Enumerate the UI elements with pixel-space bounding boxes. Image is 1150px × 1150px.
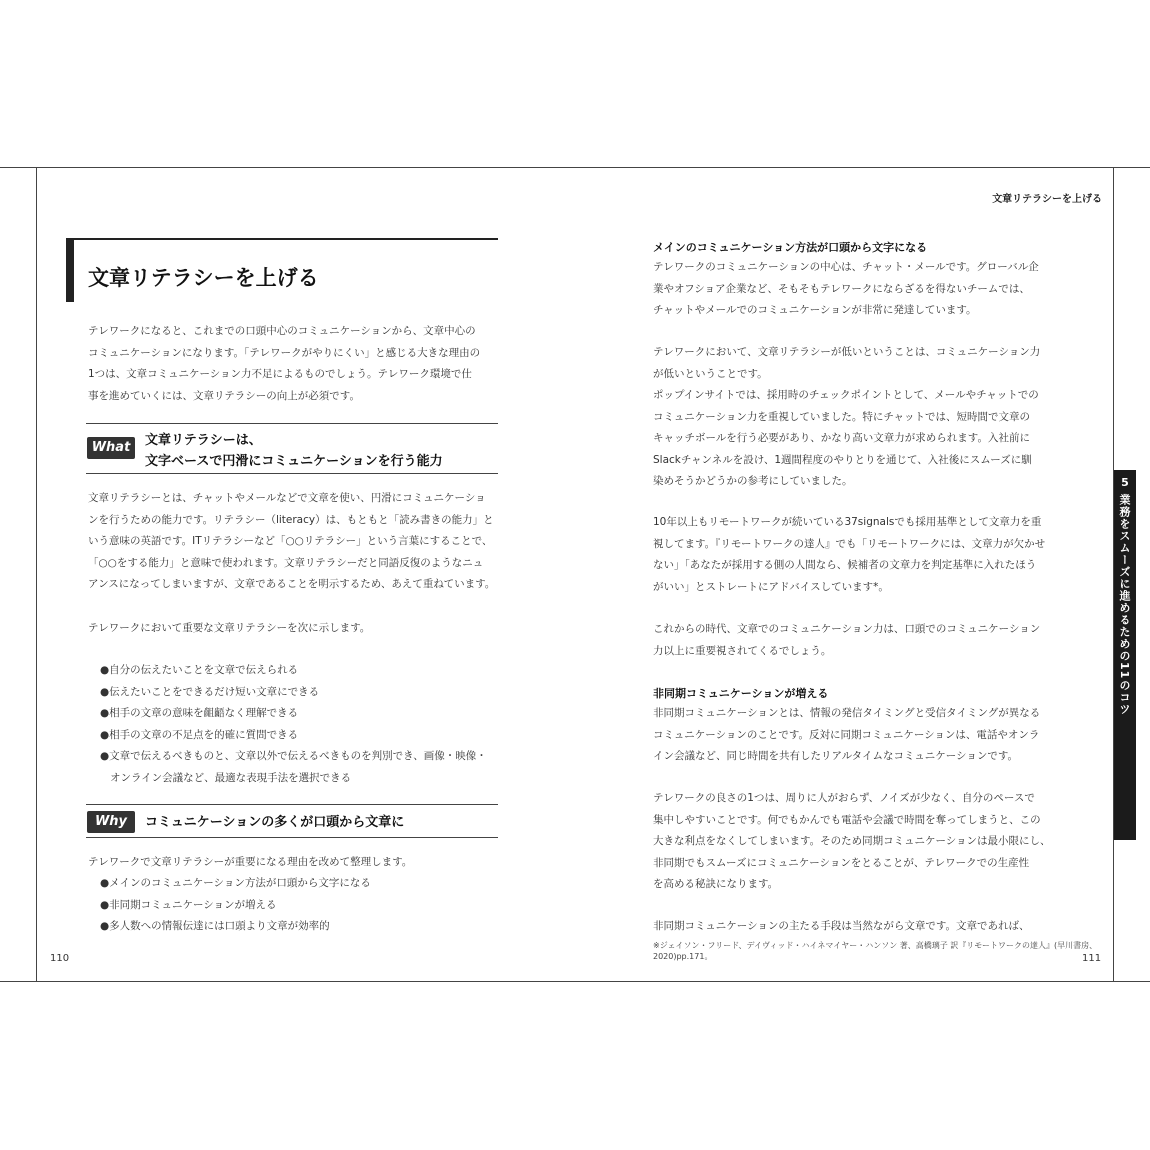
text-line: これからの時代、文章でのコミュニケーション力は、口頭でのコミュニケーション (653, 623, 1041, 635)
reason-list (100, 873, 371, 938)
list-item: ●相手の文章の意味を齟齬なく理解できる (100, 707, 299, 719)
literacy-list (100, 660, 487, 789)
section-rule-top (86, 804, 498, 805)
paragraph (653, 342, 1040, 493)
chapter-number: 5 (1121, 476, 1129, 489)
left-margin-rule (36, 168, 37, 981)
text-line: 力以上に重要視されてくるでしょう。 (653, 644, 832, 657)
page-title-block (66, 238, 498, 304)
text-line: を高める秘訣になります。 (653, 878, 779, 890)
text-line: テレワークになると、これまでの口頭中心のコミュニケーションから、文章中心の (88, 325, 476, 337)
title-accent-bar (66, 240, 74, 302)
text-line: 事を進めていくには、文章リテラシーの向上が必須です。 (88, 389, 360, 402)
text-line: Slackチャンネルを設け、1週間程度のやりとりを通じて、入社後にスムーズに馴 (653, 453, 1032, 466)
footnote-line: 2020)pp.171。 (653, 952, 713, 961)
page-title: 文章リテラシーを上げる (88, 266, 319, 290)
text-line: 非同期コミュニケーションの主たる手段は当然ながら文章です。文章であれば、 (653, 920, 1030, 932)
page-number-right: 111 (1082, 953, 1102, 964)
text-line: 文章リテラシーとは、チャットやメールなどで文章を使い、円滑にコミュニケーショ (88, 492, 486, 504)
what-heading (145, 430, 443, 472)
text-line: 業やオフショア企業など、そもそもテレワークにならざるを得ないチームでは、 (653, 282, 1030, 295)
text-line: ない」「あなたが採用する側の人間なら、候補者の文章力を判定基準に入れたほう (653, 559, 1037, 571)
list-item: ●多人数への情報伝達には口頭より文章が効率的 (100, 920, 330, 932)
footnote (653, 940, 1097, 962)
section-rule-bottom (86, 473, 498, 474)
text-line: 視してます。『リモートワークの達人』でも「リモートワークには、文章力が欠かせ (653, 537, 1046, 550)
text-line: コミュニケーションになります。「テレワークがやりにくい」と感じる大きな理由の (88, 346, 481, 359)
intro-paragraph (88, 321, 480, 407)
text-line: コミュニケーション力を重視していました。特にチャットでは、短時間で文章の (653, 410, 1031, 423)
chapter-thumb-index (1114, 470, 1136, 840)
heading-line: 文字ベースで円滑にコミュニケーションを行う能力 (145, 454, 443, 469)
paragraph (653, 512, 1045, 598)
list-item: ●伝えたいことをできるだけ短い文章にできる (100, 685, 320, 698)
text-line: テレワークにおいて、文章リテラシーが低いということは、コミュニケーション力 (653, 346, 1041, 358)
list-item: ●相手の文章の不足点を的確に質問できる (100, 728, 299, 741)
section-rule-bottom (86, 837, 498, 838)
chapter-title: 業務をスムーズに進めるための11のコツ (1118, 494, 1131, 716)
why-heading: コミュニケーションの多くが口頭から文章に (145, 815, 405, 830)
text-line: が低いということです。 (653, 367, 768, 380)
what-badge: What (87, 437, 135, 459)
footnote-line: ※ジェイソン・フリード、デイヴィッド・ハイネマイヤー・ハンソン 著、高橋璃子 訳『リモートワークの達人』(早川書房、 (653, 941, 1098, 950)
paragraph (653, 703, 1040, 768)
text-line: いう意味の英語です。ITリテラシーなど「○○リテラシー」という言葉にすることで、 (88, 535, 493, 547)
text-line: テレワークで文章リテラシーが重要になる理由を改めて整理します。 (88, 856, 413, 868)
book-spread (0, 167, 1150, 982)
list-item-continued: オンライン会議など、最適な表現手法を選択できる (110, 771, 352, 784)
why-badge: Why (87, 811, 135, 833)
text-line: コミュニケーションのことです。反対に同期コミュニケーションは、電話やオンラ (653, 728, 1040, 741)
list-item: ●文章で伝えるべきものと、文章以外で伝えるべきものを判別でき、画像・映像・ (100, 750, 487, 762)
text-line: 「○○をする能力」と意味で使われます。文章リテラシーだと同語反復のようなニュ (88, 556, 484, 569)
what-lead (88, 618, 370, 640)
text-line: 大きな利点をなくしてしまいます。そのため同期コミュニケーションは最小限にし、 (653, 835, 1051, 847)
text-line: 1つは、文章コミュニケーション力不足によるものでしょう。テレワーク環境で仕 (88, 368, 472, 380)
list-item: ●メインのコミュニケーション方法が口頭から文字になる (100, 877, 371, 889)
text-line: 染めそうかどうかの参考にしていました。 (653, 475, 853, 487)
text-line: テレワークの良さの1つは、周りに人がおらず、ノイズが少なく、自分のペースで (653, 792, 1035, 804)
list-item: ●自分の伝えたいことを文章で伝えられる (100, 664, 299, 676)
text-line: テレワークにおいて重要な文章リテラシーを次に示します。 (88, 622, 371, 634)
section-heading: 非同期コミュニケーションが増える (653, 687, 829, 700)
paragraph (653, 916, 1030, 938)
text-line: イン会議など、同じ時間を共有したリアルタイムなコミュニケーションです。 (653, 750, 1018, 762)
text-line: キャッチボールを行う必要があり、かなり高い文章力が求められます。入社前に (653, 432, 1030, 444)
text-line: 集中しやすいことです。何でもかんでも電話や会議で時間を奪ってしまうと、この (653, 813, 1041, 826)
why-lead (88, 852, 412, 874)
text-line: 非同期でもスムーズにコミュニケーションをとることが、テレワークでの生産性 (653, 856, 1030, 869)
text-line: アンスになってしまいますが、文章であることを明示するため、あえて重ねています。 (88, 578, 496, 590)
what-body (88, 488, 495, 596)
section-heading: メインのコミュニケーション方法が口頭から文字になる (653, 241, 928, 254)
text-line: がいい」とストレートにアドバイスしています*。 (653, 580, 889, 593)
text-line: ンを行うための能力です。リテラシー（literacy）は、もともと「読み書きの能力」と (88, 513, 494, 526)
text-line: テレワークのコミュニケーションの中心は、チャット・メールです。グローバル企 (653, 261, 1039, 273)
paragraph (653, 257, 1039, 322)
text-line: ポップインサイトでは、採用時のチェックポイントとして、メールやチャットでの (653, 389, 1039, 401)
text-line: 10年以上もリモートワークが続いている37signalsでも採用基準として文章力を重 (653, 516, 1042, 528)
section-rule-top (86, 423, 498, 424)
page-number-left: 110 (50, 953, 70, 964)
text-line: 非同期コミュニケーションとは、情報の発信タイミングと受信タイミングが異なる (653, 707, 1041, 719)
paragraph (653, 788, 1051, 896)
running-head: 文章リテラシーを上げる (992, 194, 1102, 205)
text-line: チャットやメールでのコミュニケーションが非常に発達しています。 (653, 304, 977, 316)
heading-line: 文章リテラシーは、 (145, 433, 262, 448)
list-item: ●非同期コミュニケーションが増える (100, 898, 277, 911)
paragraph (653, 619, 1040, 662)
